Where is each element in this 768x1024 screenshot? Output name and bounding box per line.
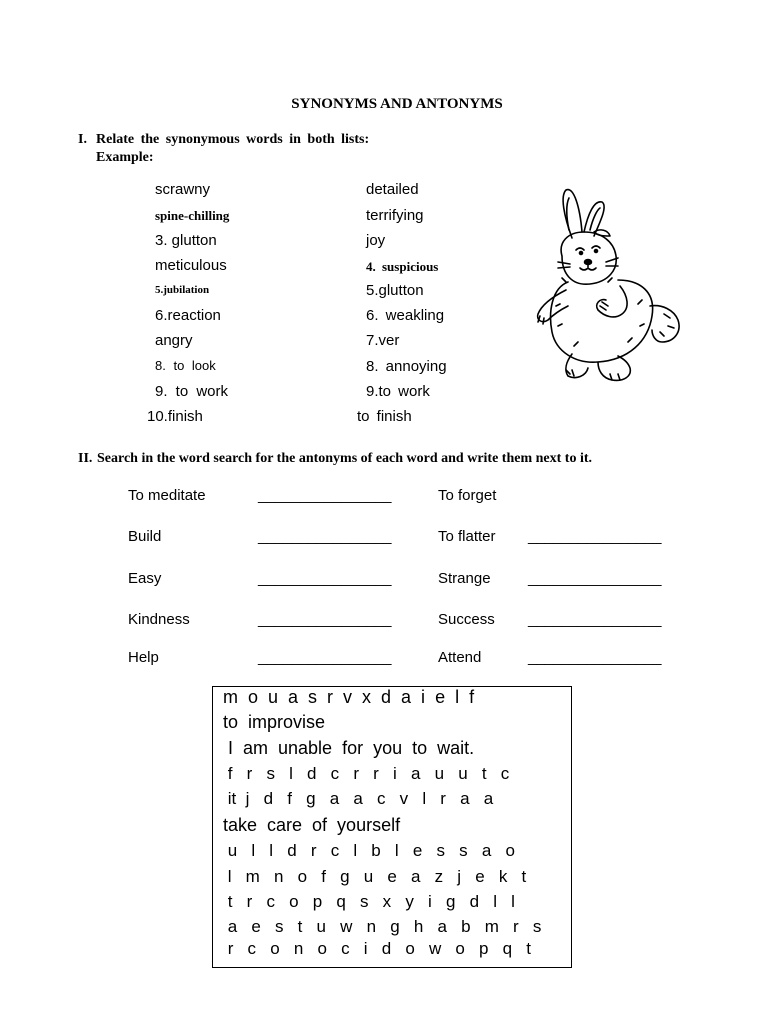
left-word-8: 8. to look (155, 358, 216, 373)
antonym-prompt-left-5: Help (128, 649, 159, 666)
right-word-10: to finish (357, 408, 412, 425)
rabbit-illustration (528, 186, 692, 386)
right-word-4: 4. suspicious (366, 259, 439, 274)
answer-blank-left-1[interactable]: ________________ (258, 487, 392, 504)
word-search-row-4: f r s l d c r r i a u u t c (223, 764, 510, 783)
word-search-row-3: I am unable for you to wait. (223, 738, 475, 758)
right-word-3: joy (366, 232, 386, 249)
left-word-1: scrawny (155, 181, 211, 198)
right-word-2: terrifying (366, 207, 424, 224)
section-2-instruction: Search in the word search for the antonyms of each word and write them next to it. (97, 451, 593, 466)
antonym-prompt-right-5: Attend (438, 649, 482, 666)
word-search-row-10: a e s t u w n g h a b m r s (223, 917, 542, 936)
antonym-prompt-left-2: Build (128, 528, 162, 545)
left-word-10: 10.finish (147, 408, 203, 425)
right-word-9: 9.to work (366, 383, 430, 400)
left-word-9: 9. to work (155, 383, 229, 400)
section-1-number: I. (78, 132, 87, 147)
word-search-grid (212, 686, 572, 968)
right-word-8: 8. annoying (366, 358, 447, 375)
word-search-row-11: r c o n o c i d o w o p q t (223, 939, 532, 958)
left-word-7: angry (155, 332, 193, 349)
answer-blank-left-2[interactable]: ________________ (258, 528, 392, 545)
word-search-row-8: l m n o f g u e a z j e k t (223, 867, 527, 886)
antonym-prompt-right-2: To flatter (438, 528, 496, 545)
left-word-6: 6.reaction (155, 307, 221, 324)
answer-blank-right-3[interactable]: ________________ (528, 570, 662, 587)
word-search-row-9: t r c o p q s x y i g d l l (223, 892, 515, 911)
answer-blank-left-3[interactable]: ________________ (258, 570, 392, 587)
answer-blank-left-5[interactable]: ________________ (258, 649, 392, 666)
answer-blank-left-4[interactable]: ________________ (258, 611, 392, 628)
antonym-prompt-right-3: Strange (438, 570, 491, 587)
antonym-prompt-right-1: To forget (438, 487, 497, 504)
left-word-4: meticulous (155, 257, 227, 274)
antonym-prompt-left-4: Kindness (128, 611, 190, 628)
answer-blank-right-5[interactable]: ________________ (528, 649, 662, 666)
left-word-3: 3. glutton (155, 232, 217, 249)
answer-blank-right-2[interactable]: ________________ (528, 528, 662, 545)
section-2-number: II. (78, 451, 93, 466)
page-title: SYNONYMS AND ANTONYMS (291, 96, 503, 112)
word-search-row-5: it j d f g a a c v l r a a (223, 789, 494, 808)
section-1-instruction: Relate the synonymous words in both lists: (96, 132, 370, 147)
right-word-7: 7.ver (366, 332, 400, 349)
word-search-row-6: take care of yourself (223, 815, 401, 835)
word-search-row-1: m o u a s r v x d a i e l f (223, 687, 475, 707)
answer-blank-right-4[interactable]: ________________ (528, 611, 662, 628)
word-search-row-7: u l l d r c l b l e s s a o (223, 841, 515, 860)
antonym-prompt-right-4: Success (438, 611, 495, 628)
antonym-prompt-left-1: To meditate (128, 487, 206, 504)
word-search-row-2: to improvise (223, 712, 326, 732)
left-word-2: spine-chilling (155, 208, 230, 223)
right-word-5: 5.glutton (366, 282, 424, 299)
antonym-prompt-left-3: Easy (128, 570, 162, 587)
right-word-6: 6. weakling (366, 307, 445, 324)
right-word-1: detailed (366, 181, 419, 198)
left-word-5: 5.jubilation (155, 284, 210, 296)
section-1-example-label: Example: (96, 150, 154, 165)
